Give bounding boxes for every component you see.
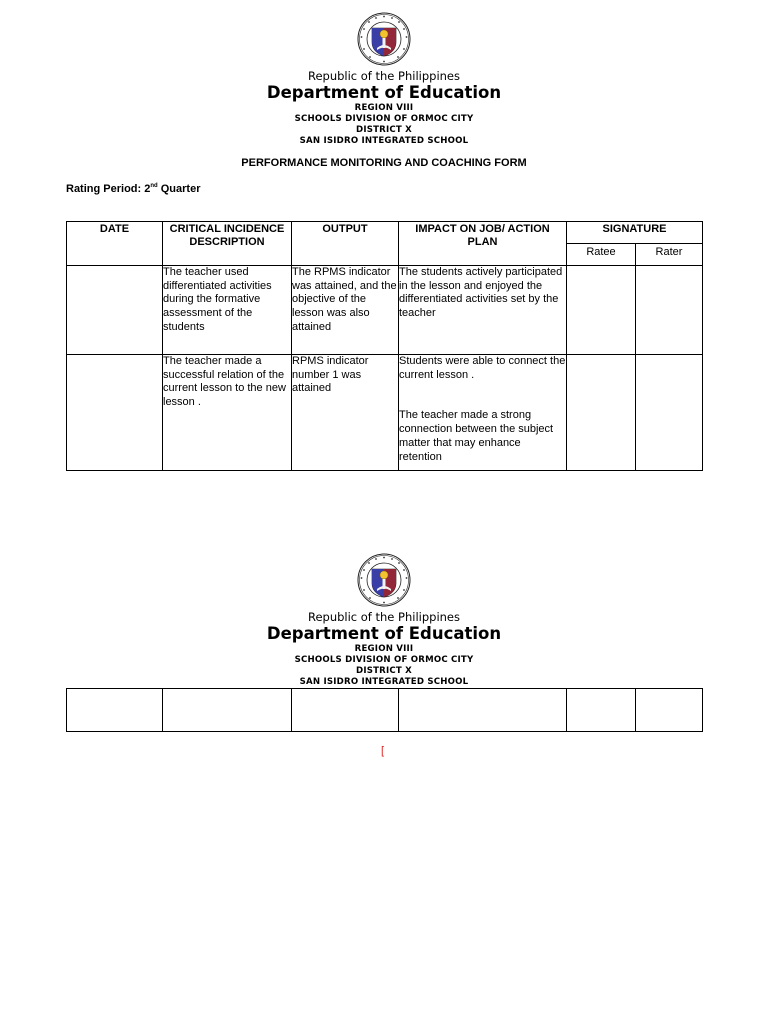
coaching-table-page-2 xyxy=(66,688,703,732)
letterhead xyxy=(0,12,768,147)
region-line: REGION VIII xyxy=(354,644,414,654)
school-line: SAN ISIDRO INTEGRATED SCHOOL xyxy=(299,136,469,146)
header-critical-incidence: CRITICAL INCIDENCE DESCRIPTION xyxy=(163,222,292,266)
ratee-signature-cell xyxy=(567,266,636,355)
impact-cell xyxy=(399,355,567,471)
date-cell xyxy=(67,266,163,355)
header-output: OUTPUT xyxy=(292,222,399,266)
ratee-signature-cell xyxy=(567,355,636,471)
department-name: Department of Education xyxy=(266,83,502,102)
edit-marker: [ xyxy=(381,745,385,757)
form-title: PERFORMANCE MONITORING AND COACHING FORM xyxy=(241,157,527,169)
division-line: SCHOOLS DIVISION OF ORMOC CITY xyxy=(294,114,474,124)
rating-period xyxy=(66,183,200,195)
header-rater: Rater xyxy=(636,244,703,266)
critical-cell: The teacher used differentiated activities during the formative assessment of the students xyxy=(163,266,292,355)
date-cell xyxy=(67,689,163,732)
rater-signature-cell xyxy=(636,355,703,471)
header-date: DATE xyxy=(67,222,163,266)
district-line: DISTRICT X xyxy=(356,666,412,676)
rating-label: Rating Period: 2 xyxy=(66,183,151,195)
header-ratee: Ratee xyxy=(567,244,636,266)
deped-seal-icon xyxy=(357,12,411,66)
impact-text: The students actively participated in the lesson and enjoyed the differentiated activities set by the teacher xyxy=(399,266,563,320)
rating-suffix: Quarter xyxy=(157,183,201,195)
table-row xyxy=(67,266,703,355)
table-row xyxy=(67,689,703,732)
output-cell: RPMS indicator number 1 was attained xyxy=(292,355,399,471)
republic-line: Republic of the Philippines xyxy=(307,610,461,624)
coaching-table xyxy=(66,221,703,471)
critical-cell xyxy=(163,689,292,732)
rater-signature-cell xyxy=(636,266,703,355)
region-line: REGION VIII xyxy=(354,103,414,113)
impact-cell xyxy=(399,689,567,732)
impact-text-second: The teacher made a strong connection between the subject matter that may enhance retention xyxy=(399,409,554,463)
output-cell xyxy=(292,689,399,732)
school-line: SAN ISIDRO INTEGRATED SCHOOL xyxy=(299,677,469,687)
impact-cell xyxy=(399,266,567,355)
output-cell: The RPMS indicator was attained, and the objective of the lesson was also attained xyxy=(292,266,399,355)
ratee-signature-cell xyxy=(567,689,636,732)
rating-sup: nd xyxy=(150,183,158,189)
department-name: Department of Education xyxy=(266,624,502,643)
header-signature: SIGNATURE xyxy=(567,222,703,244)
republic-line: Republic of the Philippines xyxy=(307,69,461,83)
header-impact: IMPACT ON JOB/ ACTION PLAN xyxy=(399,222,567,266)
rater-signature-cell xyxy=(636,689,703,732)
division-line: SCHOOLS DIVISION OF ORMOC CITY xyxy=(294,655,474,665)
letterhead-page-2 xyxy=(0,553,768,688)
date-cell xyxy=(67,355,163,471)
deped-seal-icon xyxy=(357,553,411,607)
district-line: DISTRICT X xyxy=(356,125,412,135)
table-row xyxy=(67,355,703,471)
critical-cell: The teacher made a successful relation of the current lesson to the new lesson . xyxy=(163,355,292,471)
impact-text: Students were able to connect the current lesson . xyxy=(399,355,566,381)
